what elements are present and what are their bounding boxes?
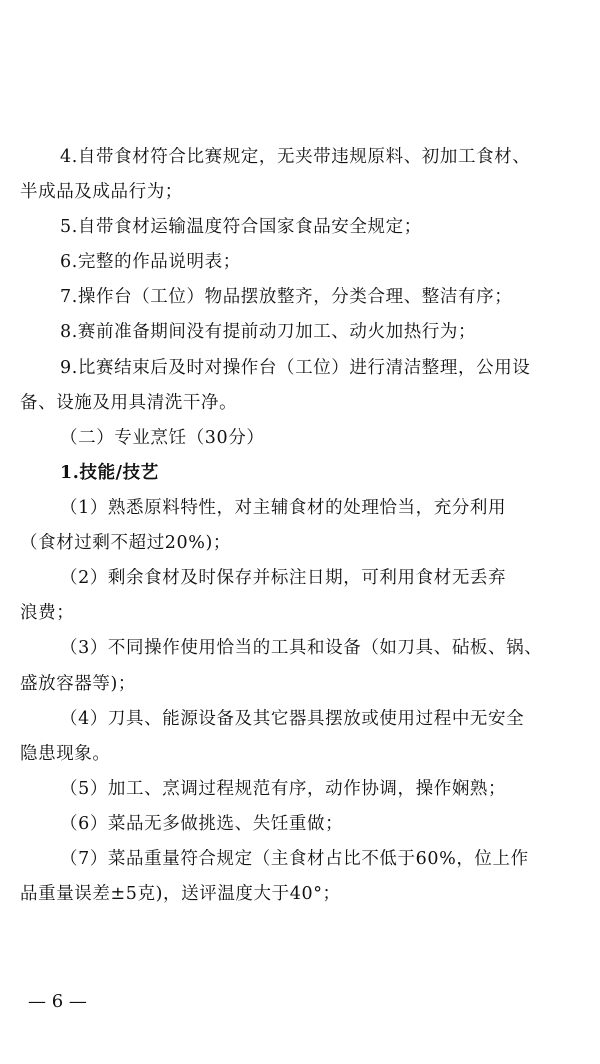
item-2-line-2: 浪费；: [20, 603, 75, 623]
item-7-line-1: （7）菜品重量符合规定（主食材占比不低于60%，位上作: [60, 849, 529, 869]
item-7-line-2: 品重量误差±5克)，送评温度大于40°；: [20, 884, 341, 904]
item-3-line-2: 盛放容器等)；: [20, 674, 137, 694]
paragraph-9-line-2: 备、设施及用具清洗干净。: [20, 393, 238, 413]
item-2-line-1: （2）剩余食材及时保存并标注日期，可利用食材无丢弃: [60, 568, 507, 588]
item-4-line-1: （4）刀具、能源设备及其它器具摆放或使用过程中无安全: [60, 709, 525, 729]
page-number: — 6 —: [28, 991, 87, 1012]
paragraph-8: 8.赛前准备期间没有提前动刀加工、动火加热行为；: [60, 322, 477, 342]
paragraph-4-line-2: 半成品及成品行为；: [20, 182, 183, 202]
paragraph-6: 6.完整的作品说明表；: [60, 252, 241, 272]
item-1-line-1: （1）熟悉原料特性，对主辅食材的处理恰当，充分利用: [60, 498, 507, 518]
item-6: （6）菜品无多做挑选、失饪重做；: [60, 814, 344, 834]
item-3-line-1: （3）不同操作使用恰当的工具和设备（如刀具、砧板、锅、: [60, 638, 543, 658]
item-1-line-2: （食材过剩不超过20%)；: [20, 533, 232, 553]
section-heading: （二）专业烹饪（30分）: [60, 428, 265, 448]
item-5: （5）加工、烹调过程规范有序，动作协调，操作娴熟；: [60, 779, 507, 799]
paragraph-5: 5.自带食材运输温度符合国家食品安全规定；: [60, 217, 422, 237]
paragraph-7: 7.操作台（工位）物品摆放整齐，分类合理、整洁有序；: [60, 287, 513, 307]
paragraph-9-line-1: 9.比赛结束后及时对操作台（工位）进行清洁整理，公用设: [60, 358, 531, 378]
sub-heading: 1.技能/技艺: [60, 463, 159, 483]
item-4-line-2: 隐患现象。: [20, 744, 111, 764]
paragraph-4-line-1: 4.自带食材符合比赛规定，无夹带违规原料、初加工食材、: [60, 147, 531, 167]
